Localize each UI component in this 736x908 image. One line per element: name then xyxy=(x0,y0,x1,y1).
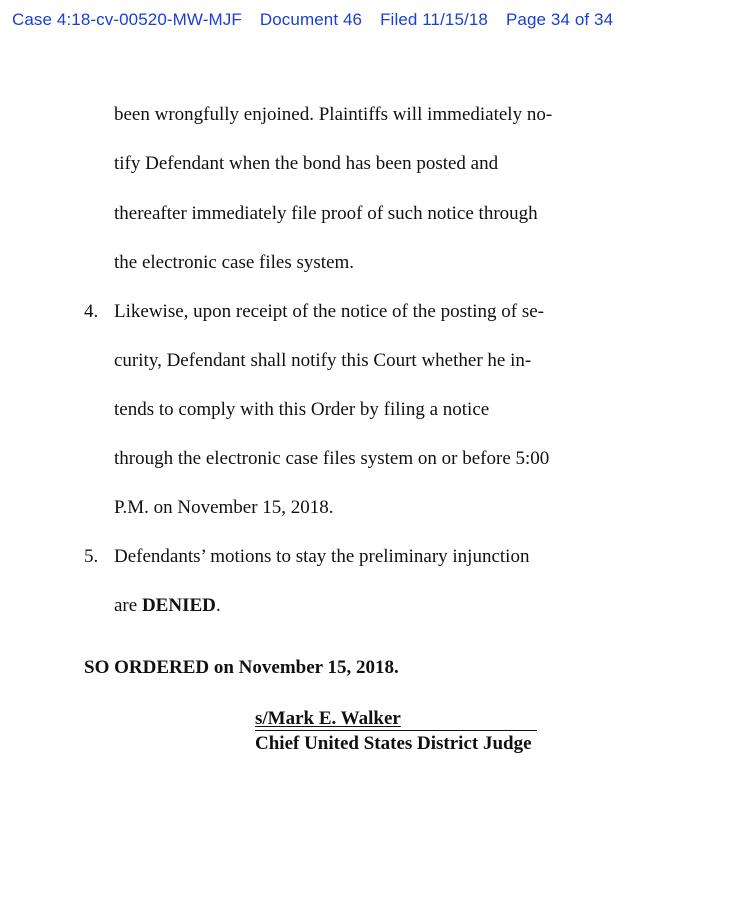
text-fragment: . xyxy=(215,595,221,616)
text-line xyxy=(114,595,221,617)
filed-date: Filed 11/15/18 xyxy=(380,10,488,29)
text-line: curity, Defendant shall notify this Court whether he in- xyxy=(114,350,532,371)
so-ordered-line: SO ORDERED on November 15, 2018. xyxy=(84,657,399,678)
text-line: P.M. on November 15, 2018. xyxy=(114,497,334,518)
signature-line xyxy=(255,708,537,731)
item-number: 5. xyxy=(84,546,99,567)
text-line: been wrongfully enjoined. Plaintiffs will immediately no- xyxy=(114,104,553,125)
text-line: the electronic case files system. xyxy=(114,252,355,273)
text-line: tify Defendant when the bond has been posted and xyxy=(114,153,499,174)
text-line: Likewise, upon receipt of the notice of the posting of se- xyxy=(114,301,545,322)
denied-text: DENIED xyxy=(141,595,216,616)
text-line: through the electronic case files system on or before 5:00 xyxy=(114,448,550,469)
signature-name: s/Mark E. Walker xyxy=(255,708,401,729)
text-line: tends to comply with this Order by filing a notice xyxy=(114,399,490,420)
text-line: thereafter immediately file proof of such notice through xyxy=(114,203,538,224)
page-indicator: Page 34 of 34 xyxy=(505,10,614,29)
document-number: Document 46 xyxy=(259,10,363,29)
text-line: Defendants’ motions to stay the preliminary injunction xyxy=(114,546,530,567)
item-number: 4. xyxy=(84,301,99,322)
signature-title: Chief United States District Judge xyxy=(255,733,532,754)
case-number: Case 4:18-cv-00520-MW-MJF xyxy=(12,10,242,29)
text-fragment: are xyxy=(114,595,142,616)
